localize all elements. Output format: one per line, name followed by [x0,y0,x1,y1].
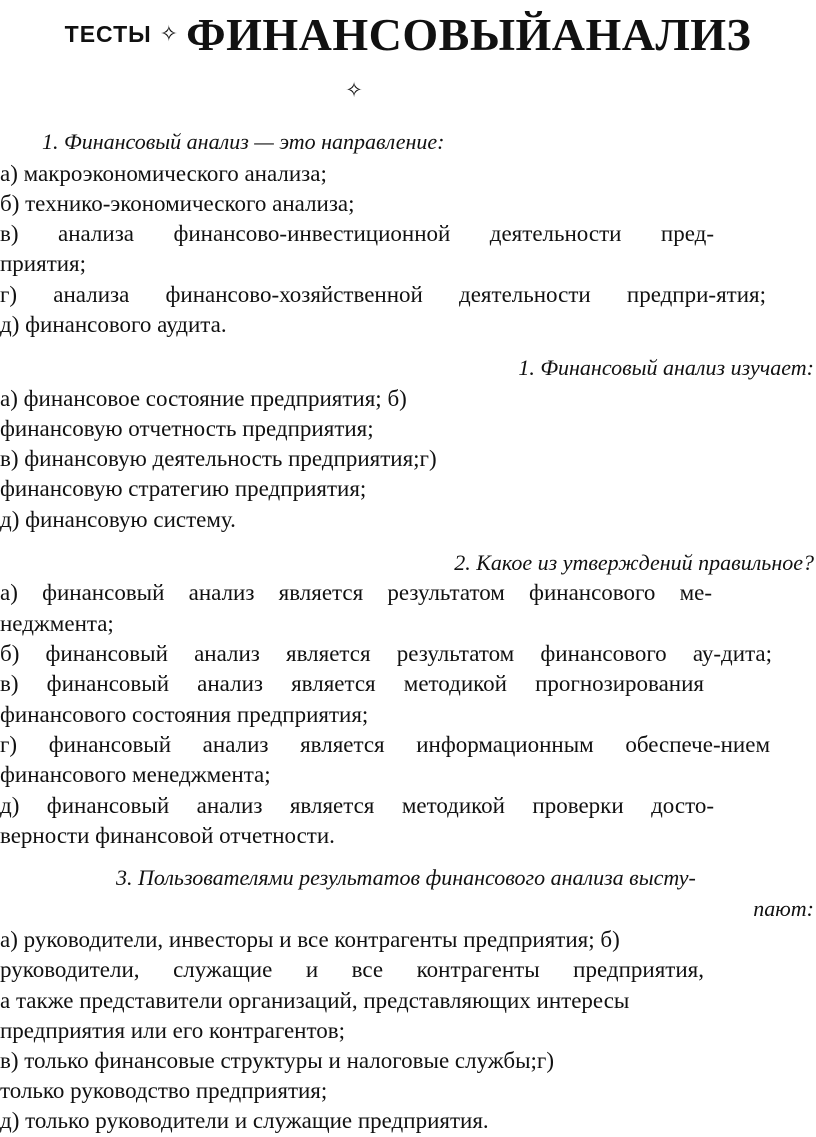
answer-line: руководители, служащие и все контрагенты предприятия, [0,957,704,982]
answer-line: в) финансовую деятельность предприятия;г) [0,446,437,471]
answer-line: г) финансовый анализ является информационным обеспече-нием [0,732,770,757]
answer-line: только руководство предприятия; [0,1078,328,1103]
answer-line: а) руководители, инвесторы и все контрагенты предприятия; б) [0,927,620,952]
answer-line: неджмента; [0,611,114,636]
page-header [0,8,816,58]
answer-line: б) технико-экономического анализа; [0,191,355,216]
answer-line: приятия; [0,251,87,276]
four-point-star-icon: ✧ [345,78,363,102]
answer-line: а) финансовый анализ является результатом финансового ме- [0,580,712,605]
question-2-title: 1. Финансовый анализ изучает: [518,355,814,380]
answer-line: в) только финансовые структуры и налоговые службы;г) [0,1048,555,1073]
answer-line: а также представители организаций, представляющих интересы [0,988,630,1013]
question-4-title: 3. Пользователями результатов финансового анализа высту- [116,865,696,890]
header-label: ТЕСТЫ [64,21,152,47]
answer-line: финансовую стратегию предприятия; [0,476,367,501]
answer-line: финансового состояния предприятия; [0,702,369,727]
answer-line: г) анализа финансово-хозяйственной деятельности предпри-ятия; [0,282,766,307]
answer-line: в) финансовый анализ является методикой прогнозирования [0,671,704,696]
four-point-star-icon: ✧ [159,22,179,47]
answer-line: а) финансовое состояние предприятия; б) [0,386,407,411]
answer-line: д) финансовую систему. [0,507,236,532]
answer-line: в) анализа финансово-инвестиционной деятельности пред- [0,221,714,246]
answer-line: б) финансовый анализ является результатом финансового ау-дита; [0,641,772,666]
question-1-title: 1. Финансовый анализ — это направление: [42,129,445,154]
question-3-title: 2. Какое из утверждений правильное? [454,550,814,575]
answer-line: верности финансовой отчетности. [0,823,335,848]
question-4-title-cont: пают: [753,896,814,921]
answer-line: д) финансовый анализ является методикой проверки досто- [0,793,714,818]
answer-line: предприятия или его контрагентов; [0,1018,345,1043]
page-title: ФИНАНСОВЫЙАНАЛИЗ [186,9,752,60]
answer-line: д) только руководители и служащие предприятия. [0,1108,489,1133]
answer-line: финансовую отчетность предприятия; [0,416,374,441]
answer-line: д) финансового аудита. [0,312,227,337]
answer-line: финансового менеджмента; [0,762,271,787]
answer-line: а) макроэкономического анализа; [0,161,327,186]
